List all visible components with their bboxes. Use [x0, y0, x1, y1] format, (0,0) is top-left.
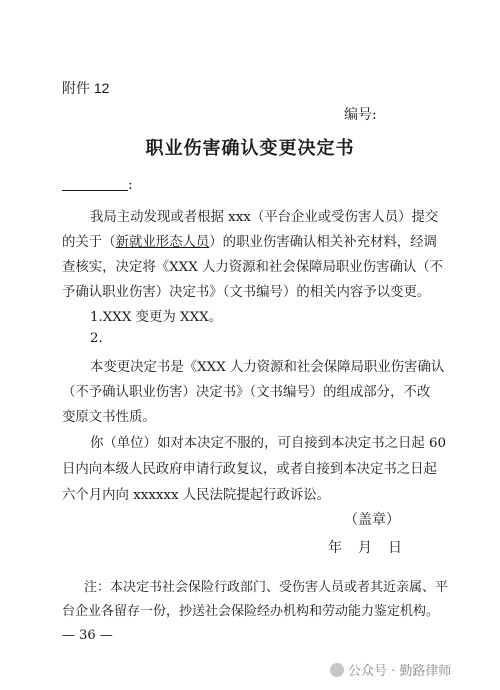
body-text: 的关于（	[62, 235, 116, 250]
page-number: — 36 —	[62, 628, 113, 643]
body-text: 六个月内向 xxxxxx 人民法院提起行政诉讼。	[62, 488, 331, 503]
body-text: ）的职业伤害确认相关补充材料，经调	[209, 235, 437, 250]
note-line-2: 台企业各留存一份，抄送社会保险经办机构和劳动能力鉴定机构。	[62, 604, 440, 619]
wechat-icon	[330, 663, 344, 677]
body-line	[62, 281, 430, 300]
document-number-label: 编号:	[344, 107, 377, 123]
body-text: 予确认职业伤害）决定书》（文书编号）的相关内容予以变更。	[62, 285, 431, 300]
watermark	[330, 660, 451, 679]
body-line	[62, 406, 156, 425]
recipient-line	[62, 176, 133, 193]
body-line	[90, 331, 103, 346]
body-text: 我局主动发现或者根据 xxx（平台企业或受伤害人员）提交	[90, 210, 439, 225]
body-line	[62, 231, 437, 250]
recipient-blank	[62, 176, 128, 191]
body-line	[90, 356, 444, 375]
body-text: 日内向本级人民政府申请行政复议，或者自接到本决定书之日起	[62, 462, 437, 477]
body-line	[90, 432, 446, 451]
body-text: 查核实，决定将《XXX 人力资源和社会保障局职业伤害确认（不	[62, 260, 444, 275]
body-text: 1.XXX 变更为 XXX。	[90, 310, 223, 325]
watermark-text: 公众号 · 勤路律师	[348, 664, 452, 679]
body-text: （不予确认职业伤害）决定书》（文书编号）的组成部分，不改	[62, 385, 431, 400]
body-text: 本变更决定书是《XXX 人力资源和社会保障局职业伤害确认	[90, 360, 445, 375]
recipient-colon: :	[128, 177, 133, 193]
body-text: 2.	[90, 331, 103, 346]
note-line-1: 注：本决定书社会保险行政部门、受伤害人员或者其近亲属、平	[84, 580, 449, 595]
body-line	[90, 306, 222, 325]
underlined-term: 新就业形态人员	[115, 235, 210, 250]
body-line	[62, 458, 437, 477]
date-line: 年 月 日	[328, 540, 403, 556]
body-line	[62, 381, 430, 400]
body-line	[90, 206, 438, 225]
seal-label: （盖章）	[344, 512, 400, 528]
body-text: 你（单位）如对本决定不服的，可自接到本决定书之日起 60	[90, 436, 447, 451]
body-line	[62, 484, 330, 503]
body-line	[62, 256, 443, 275]
body-text: 变原文书性质。	[62, 410, 156, 425]
document-title: 职业伤害确认变更决定书	[145, 138, 355, 159]
attachment-label: 附件 12	[62, 80, 110, 96]
